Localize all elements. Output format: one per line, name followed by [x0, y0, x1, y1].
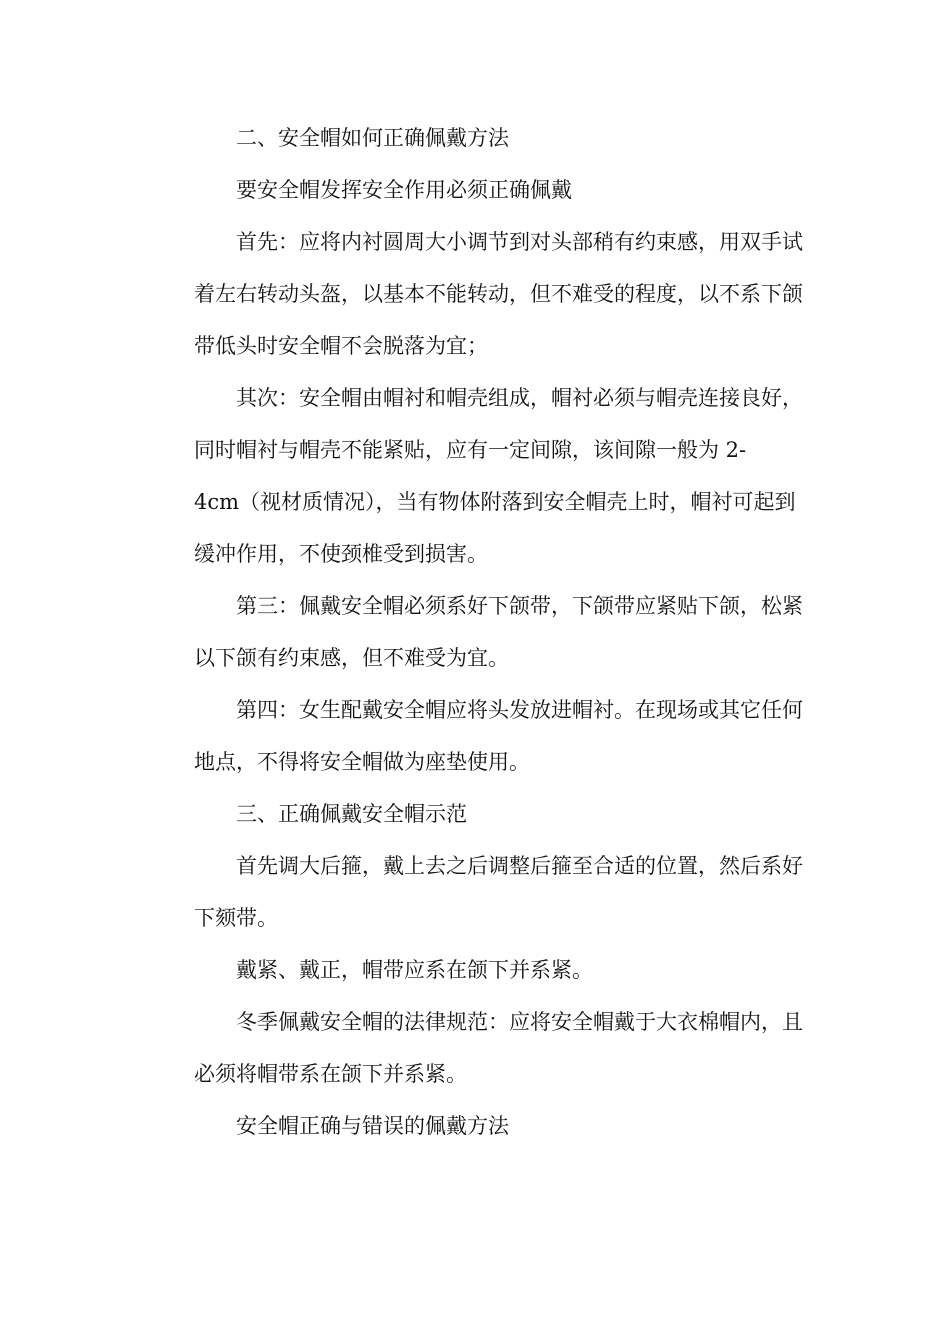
text-line: 戴紧、戴正，帽带应系在颌下并系紧。 [236, 958, 593, 982]
text-line: 同时帽衬与帽壳不能紧贴，应有一定间隙，该间隙一般为 2- [194, 438, 747, 462]
text-line: 必须将帽带系在颌下并系紧。 [194, 1062, 467, 1086]
text-line: 其次：安全帽由帽衬和帽壳组成，帽衬必须与帽壳连接良好， [236, 386, 803, 410]
text-line: 地点，不得将安全帽做为座垫使用。 [194, 750, 530, 774]
paragraph-winter-rule [152, 996, 803, 1100]
paragraph-first-step [152, 216, 803, 372]
heading-section-3 [152, 788, 798, 840]
paragraph-second-step [152, 372, 803, 580]
text-line: 二、安全帽如何正确佩戴方法 [236, 126, 509, 150]
paragraph-demo-step-1 [152, 840, 803, 944]
text-line: 下颏带。 [194, 906, 278, 930]
text-line: 第四：女生配戴安全帽应将头发放进帽衬。在现场或其它任何 [236, 698, 803, 722]
paragraph-fourth-step [152, 684, 803, 788]
text-line: 安全帽正确与错误的佩戴方法 [236, 1114, 509, 1138]
text-line: 缓冲作用，不使颈椎受到损害。 [194, 542, 488, 566]
text-line: 要安全帽发挥安全作用必须正确佩戴 [236, 178, 572, 202]
text-line: 带低头时安全帽不会脱落为宜； [194, 334, 488, 358]
text-line: 首先：应将内衬圆周大小调节到对头部稍有约束感，用双手试 [236, 230, 803, 254]
document-body [152, 112, 803, 1152]
text-line: 以下颌有约束感，但不难受为宜。 [194, 646, 509, 670]
paragraph-demo-step-2 [152, 944, 798, 996]
heading-section-2 [152, 112, 798, 164]
text-line: 着左右转动头盔，以基本不能转动，但不难受的程度，以不系下颌 [194, 282, 803, 306]
text-line: 第三：佩戴安全帽必须系好下颌带，下颌带应紧贴下颌，松紧 [236, 594, 803, 618]
paragraph-third-step [152, 580, 803, 684]
paragraph-intro [152, 164, 798, 216]
text-line: 首先调大后箍，戴上去之后调整后箍至合适的位置，然后系好 [236, 854, 803, 878]
paragraph-closing-heading [152, 1100, 798, 1152]
text-line: 冬季佩戴安全帽的法律规范：应将安全帽戴于大衣棉帽内，且 [236, 1010, 803, 1034]
text-line: 三、正确佩戴安全帽示范 [236, 802, 467, 826]
text-line: 4cm（视材质情况），当有物体附落到安全帽壳上时，帽衬可起到 [194, 490, 796, 514]
